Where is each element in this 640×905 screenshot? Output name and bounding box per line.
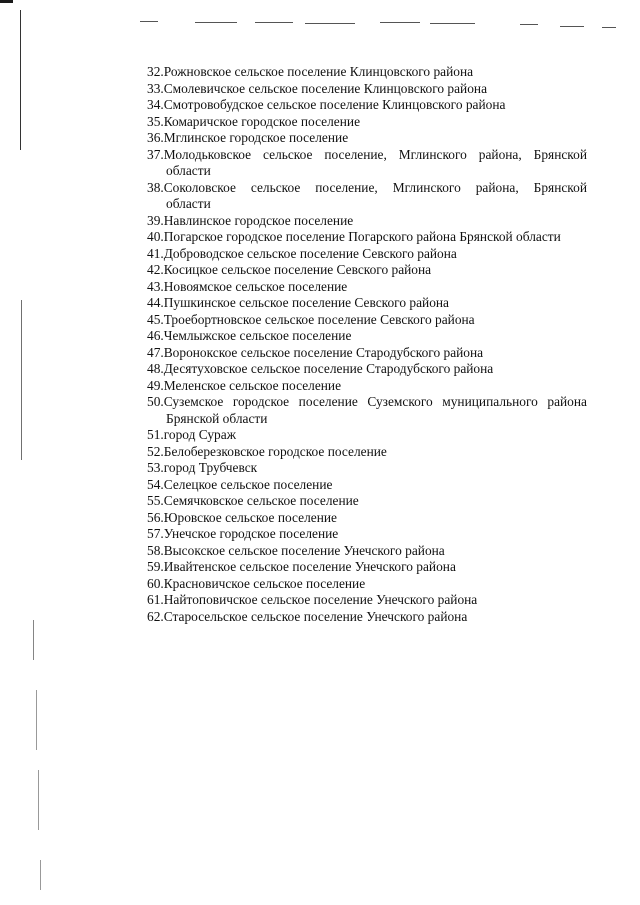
list-item [147, 493, 587, 510]
list-item-text: Старосельское сельское поселение Унечского района [163, 608, 468, 624]
list-item [147, 246, 587, 263]
list-item [147, 576, 587, 593]
list-item [147, 81, 587, 98]
list-item-number: 62. [147, 608, 164, 624]
list-item-text: Молодьковское сельское поселение, Мглинского района, Брянской [163, 146, 587, 162]
list-item-text: Найтоповичское сельское поселение Унечского района [163, 592, 478, 607]
list-item-number: 58. [147, 542, 164, 558]
list-item [147, 130, 587, 147]
list-item-text: Семячковское сельское поселение [163, 493, 359, 508]
list-item-text: Высокское сельское поселение Унечского района [163, 542, 445, 558]
list-item-number: 61. [147, 592, 164, 607]
list-item-number: 49. [147, 377, 164, 393]
list-item-line [147, 147, 587, 164]
list-item-number: 55. [147, 493, 164, 508]
list-item [147, 312, 587, 329]
list-item-text: Рожновское сельское поселение Клинцовского района [163, 64, 474, 79]
list-item-number: 45. [147, 311, 164, 327]
list-item-number: 41. [147, 245, 164, 261]
list-item-text: Унечское городское поселение [163, 526, 339, 541]
list-item-number: 39. [147, 212, 164, 228]
scan-edge-line [40, 860, 41, 890]
scan-edge-line [33, 620, 34, 660]
list-item-number: 46. [147, 328, 164, 343]
list-item [147, 427, 587, 444]
list-item [147, 444, 587, 461]
list-item-number: 38. [147, 179, 164, 195]
scan-top-dash [305, 23, 355, 24]
scan-edge-line [21, 300, 22, 460]
list-item-number: 37. [147, 146, 164, 162]
scan-top-dash [602, 27, 616, 28]
list-item-line [147, 180, 587, 197]
list-item [147, 114, 587, 131]
list-item-number: 52. [147, 443, 164, 459]
list-item-number: 53. [147, 460, 164, 475]
list-item-number: 44. [147, 295, 164, 310]
list-item-text: Чемлыжское сельское поселение [163, 328, 352, 343]
list-item-number: 47. [147, 344, 164, 360]
list-item [147, 592, 587, 609]
list-item [147, 559, 587, 576]
list-item [147, 262, 587, 279]
list-item-number: 48. [147, 361, 164, 376]
list-item-text: Новоямское сельское поселение [163, 278, 348, 294]
list-item [147, 394, 587, 427]
list-item-text: Белоберезковское городское поселение [163, 443, 387, 459]
list-item-number: 34. [147, 97, 164, 112]
list-item-text: Троебортновское сельское поселение Севского района [163, 311, 475, 327]
scan-top-dash [380, 22, 420, 23]
list-item [147, 279, 587, 296]
scan-top-dash [140, 21, 158, 22]
scan-edge-line [20, 10, 21, 150]
list-item-text: Красновичское сельское поселение [163, 575, 366, 591]
list-item-text: Косицкое сельское поселение Севского района [163, 262, 432, 277]
list-item-text: Меленское сельское поселение [163, 377, 342, 393]
list-item-text: Погарское городское поселение Погарского района Брянской области [163, 229, 561, 244]
list-item-text: Юровское сельское поселение [163, 509, 337, 525]
list-item [147, 510, 587, 527]
list-item-text: Мглинское городское поселение [163, 130, 349, 145]
list-item [147, 64, 587, 81]
scan-top-dash [255, 22, 293, 23]
list-item-number: 60. [147, 575, 164, 591]
list-item [147, 97, 587, 114]
list-item-number: 54. [147, 476, 164, 492]
list-item-number: 43. [147, 278, 164, 294]
list-item-number: 32. [147, 64, 164, 79]
scan-top-dash [430, 23, 475, 24]
list-item [147, 609, 587, 626]
scan-edge-line [36, 690, 37, 750]
list-item-text: Пушкинское сельское поселение Севского района [163, 295, 449, 310]
list-item-text: город Сураж [163, 427, 236, 442]
list-item [147, 378, 587, 395]
list-item-number: 33. [147, 80, 164, 96]
list-item-number: 50. [147, 394, 164, 409]
list-item [147, 526, 587, 543]
list-item-text: Комаричское городское поселение [163, 113, 361, 129]
list-item-continuation: области [166, 163, 211, 178]
list-item-line [147, 394, 587, 411]
list-item [147, 328, 587, 345]
list-item-text: Ивайтенское сельское поселение Унечского района [163, 559, 456, 574]
scan-top-dash [560, 26, 584, 27]
list-item [147, 180, 587, 213]
list-item [147, 460, 587, 477]
list-item-text: Суземское городское поселение Суземского муниципального района [163, 394, 587, 409]
list-item [147, 295, 587, 312]
list-item-number: 57. [147, 526, 164, 541]
scan-top-dash [195, 22, 237, 23]
list-item [147, 361, 587, 378]
list-item-number: 36. [147, 130, 164, 145]
list-item-number: 35. [147, 113, 164, 129]
list-item [147, 147, 587, 180]
list-item-number: 42. [147, 262, 164, 277]
list-item-text: Селецкое сельское поселение [163, 476, 333, 492]
list-item-continuation: области [166, 196, 211, 211]
scan-top-dash [520, 24, 538, 25]
list-item-text: Воронокское сельское поселение Стародубского района [163, 344, 484, 360]
list-item-text: Смотровобудское сельское поселение Клинцовского района [163, 97, 506, 112]
list-item-number: 40. [147, 229, 164, 244]
scan-corner-mark [0, 0, 13, 3]
scan-edge-line [38, 770, 39, 830]
list-item-text: Смолевичское сельское поселение Клинцовского района [163, 80, 488, 96]
list-item [147, 229, 587, 246]
list-item-text: Доброводское сельское поселение Севского района [163, 245, 457, 261]
list-item [147, 477, 587, 494]
list-item-number: 59. [147, 559, 164, 574]
list-item-continuation: Брянской области [166, 410, 268, 426]
list-item-text: Соколовское сельское поселение, Мглинского района, Брянской [163, 179, 587, 195]
settlement-list [147, 64, 587, 625]
list-item [147, 213, 587, 230]
list-item [147, 543, 587, 560]
list-item-number: 51. [147, 427, 164, 442]
list-item-number: 56. [147, 509, 164, 525]
list-item [147, 345, 587, 362]
list-item-text: город Трубчевск [163, 460, 258, 475]
list-item-text: Навлинское городское поселение [163, 212, 354, 228]
list-item-text: Десятуховское сельское поселение Стародубского района [163, 361, 494, 376]
